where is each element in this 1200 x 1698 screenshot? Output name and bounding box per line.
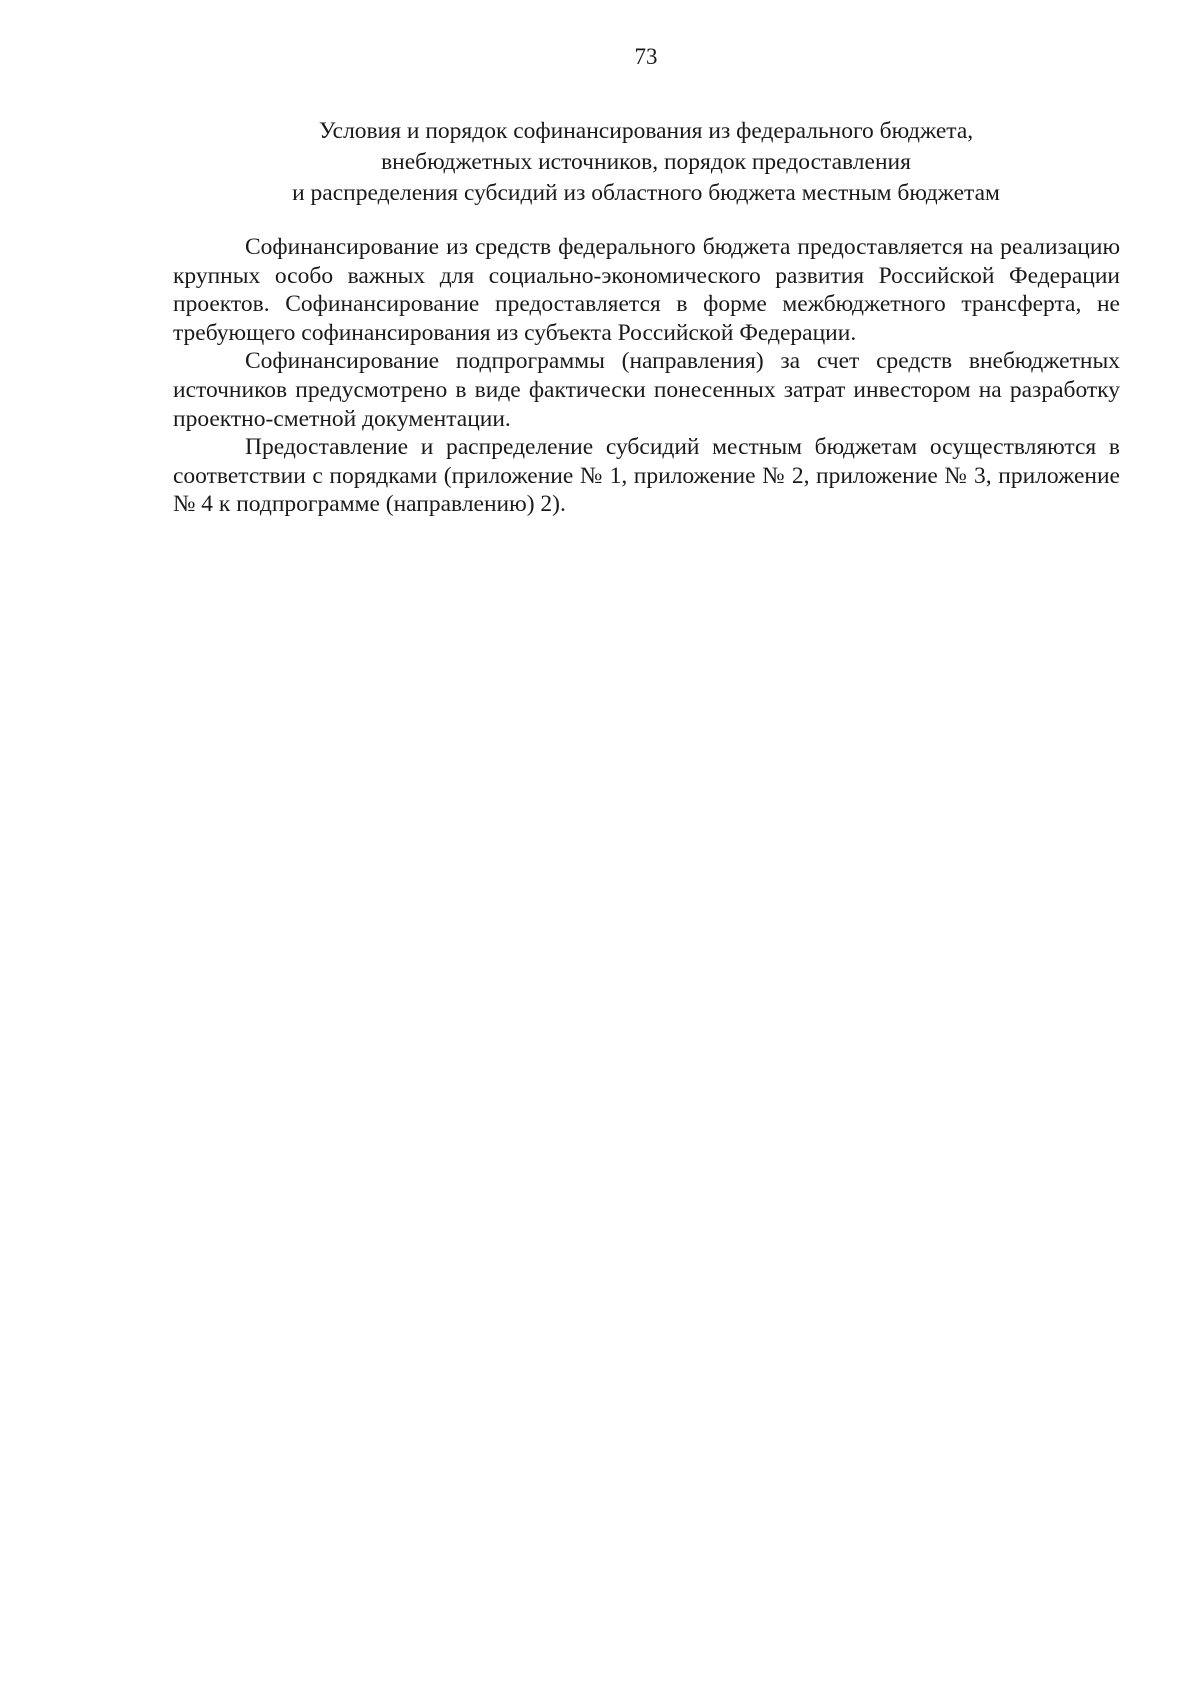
paragraph-extrabudgetary-sources: Софинансирование подпрограммы (направления) за счет средств внебюджетных источников предусмотрено в виде фактически понесенных затрат инвестором на разработку проектно-сметной документации. xyxy=(173,348,1120,432)
page-number: 73 xyxy=(634,44,658,69)
section-title-line-3: и распределения субсидий из областного бюджета местным бюджетам xyxy=(292,180,1000,206)
section-title-line-2: внебюджетных источников, порядок предоставления xyxy=(381,149,911,175)
section-title-line-1: Условия и порядок софинансирования из федерального бюджета, xyxy=(318,118,974,144)
section-title xyxy=(200,116,1092,209)
paragraph-federal-cofinancing: Софинансирование из средств федерального бюджета предоставляется на реализацию крупных особо важных для социально-экономического развития Российской Федерации проектов. Софинансирование предоставляется в форме межбюджетного трансферта, не требующего софинансирования из субъекта Российской Федерации. xyxy=(173,234,1120,346)
document-body xyxy=(173,233,1120,519)
paragraph-subsidies-distribution: Предоставление и распределение субсидий местным бюджетам осуществляются в соответствии с порядками (приложение № 1, приложение № 2, приложение № 3, приложение № 4 к подпрограмме (направлению) 2). xyxy=(173,434,1120,518)
